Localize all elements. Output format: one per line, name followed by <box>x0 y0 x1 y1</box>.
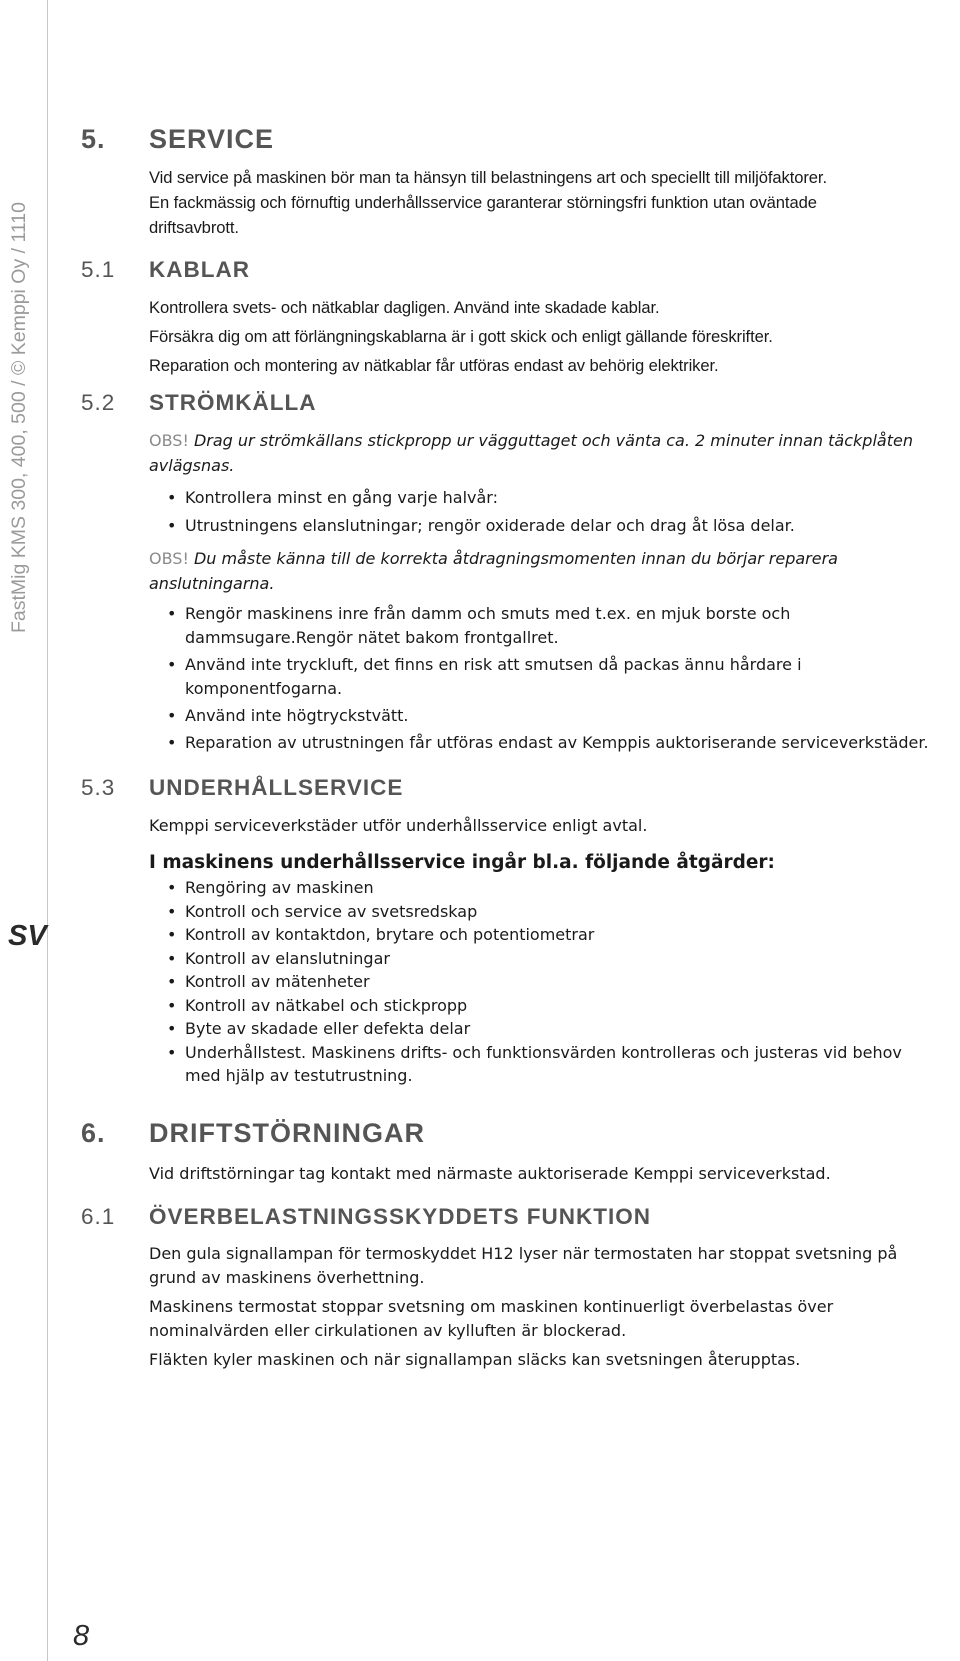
obs-label: OBS! <box>149 549 189 568</box>
section-title: KABLAR <box>149 257 250 282</box>
bullet-list <box>149 876 931 1088</box>
list-item: • Underhållstest. Maskinens drifts- och funktionsvärden kontrolleras och justeras vid behov med hjälp av testutrustning. <box>149 1041 931 1088</box>
section-5-3-heading <box>81 775 931 801</box>
list-item: • Kontroll av kontaktdon, brytare och potentiometrar <box>149 923 931 947</box>
paragraph: Vid driftstörningar tag kontakt med närmaste auktoriserade Kemppi serviceverkstad. <box>149 1163 831 1183</box>
paragraph: Kemppi serviceverkstäder utför underhållsservice enligt avtal. <box>149 816 648 835</box>
section-6-1-body <box>149 1242 931 1372</box>
section-5-body <box>149 165 931 240</box>
list-item: • Reparation av utrustningen får utföras endast av Kemppis auktoriserande serviceverkstäder. <box>149 731 931 755</box>
section-title: SERVICE <box>149 124 275 154</box>
list-item: • Använd inte tryckluft, det finns en risk att smutsen då packas ännu hårdare i komponentfogarna. <box>149 653 931 701</box>
section-number: 6.1 <box>81 1203 116 1229</box>
bullet-list <box>149 602 931 755</box>
paragraph-line: Vid service på maskinen bör man ta hänsyn till belastningens art och speciellt till miljöfaktorer. <box>149 168 827 187</box>
paragraph-line: Försäkra dig om att förlängningskablarna är i gott skick och enligt gällande föreskrifter. <box>149 327 773 346</box>
subheading: I maskinens underhållsservice ingår bl.a. följande åtgärder: <box>149 852 775 873</box>
paragraph-line: Kontrollera svets- och nätkablar dagligen. Använd inte skadade kablar. <box>149 298 660 317</box>
section-title: UNDERHÅLLSERVICE <box>149 775 404 800</box>
list-item: • Rengör maskinens inre från damm och smuts med t.ex. en mjuk borste och dammsugare.Rengör nätet bakom frontgallret. <box>149 602 931 650</box>
section-6-1-heading <box>81 1204 931 1230</box>
list-item: • Kontroll av elanslutningar <box>149 947 931 971</box>
list-item: • Kontrollera minst en gång varje halvår: <box>149 484 931 512</box>
section-5-2-body <box>149 428 931 755</box>
list-item: • Använd inte högtryckstvätt. <box>149 704 931 728</box>
section-title: DRIFTSTÖRNINGAR <box>149 1117 425 1148</box>
list-item: • Kontroll och service av svetsredskap <box>149 900 931 924</box>
section-5-heading <box>81 124 931 155</box>
obs-text: Du måste känna till de korrekta åtdragningsmomenten innan du börjar reparera anslutningarna. <box>149 549 838 593</box>
language-tag: SV <box>8 920 47 952</box>
section-5-3-body <box>149 813 931 1088</box>
page-number: 8 <box>73 1620 90 1652</box>
paragraph-line: driftsavbrott. <box>149 218 239 237</box>
section-number: 5.2 <box>81 390 116 415</box>
list-item: • Rengöring av maskinen <box>149 876 931 900</box>
obs-note <box>149 546 931 596</box>
section-number: 5.1 <box>81 257 116 282</box>
section-number: 5. <box>81 124 106 154</box>
paragraph: Maskinens termostat stoppar svetsning om maskinen kontinuerligt överbelastas över nominalvärden eller cirkulationen av kylluften är blockerad. <box>149 1296 834 1340</box>
section-5-1-body <box>149 293 931 380</box>
section-6-body <box>149 1161 931 1186</box>
side-document-title: FastMig KMS 300, 400, 500 / © Kemppi Oy / 1110 <box>8 202 30 633</box>
paragraph-line: Reparation och montering av nätkablar får utföras endast av behörig elektriker. <box>149 356 719 375</box>
list-item: • Byte av skadade eller defekta delar <box>149 1017 931 1041</box>
section-number: 5.3 <box>81 775 116 800</box>
list-item: • Kontroll av nätkabel och stickpropp <box>149 994 931 1018</box>
section-title: ÖVERBELASTNINGSSKYDDETS FUNKTION <box>149 1203 652 1229</box>
page-content <box>81 124 931 1372</box>
bullet-list <box>149 484 931 540</box>
list-item: • Kontroll av mätenheter <box>149 970 931 994</box>
obs-note <box>149 428 931 478</box>
obs-text: Drag ur strömkällans stickpropp ur vägguttaget och vänta ca. 2 minuter innan täckplåten avlägsnas. <box>149 431 913 475</box>
margin-rule <box>47 0 48 1661</box>
section-5-2-heading <box>81 390 931 416</box>
paragraph-line: En fackmässig och förnuftig underhållsservice garanterar störningsfri funktion utan oväntade <box>149 193 817 212</box>
obs-label: OBS! <box>149 431 189 450</box>
section-6-heading <box>81 1118 931 1149</box>
section-title: STRÖMKÄLLA <box>149 390 317 415</box>
paragraph: Fläkten kyler maskinen och när signallampan släcks kan svetsningen återupptas. <box>149 1349 801 1369</box>
paragraph: Den gula signallampan för termoskyddet H12 lyser när termostaten har stoppat svetsning på grund av maskinens överhettning. <box>149 1243 898 1287</box>
section-5-1-heading <box>81 257 931 283</box>
list-item: • Utrustningens elanslutningar; rengör oxiderade delar och drag åt lösa delar. <box>149 512 931 540</box>
section-number: 6. <box>81 1117 106 1148</box>
